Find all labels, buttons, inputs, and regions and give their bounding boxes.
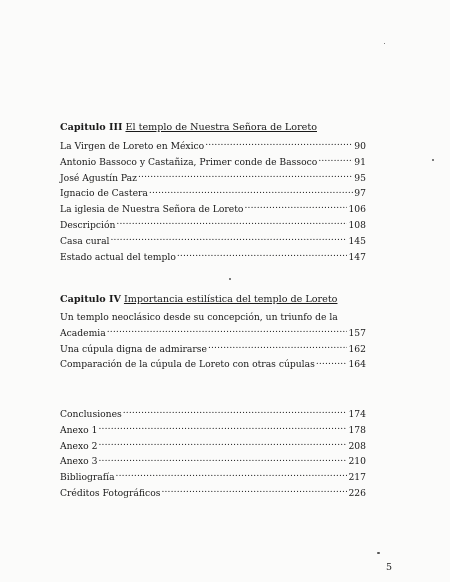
toc-entry-label: Antonio Bassoco y Castañiza, Primer conde de Bassoco	[60, 156, 318, 168]
toc-entry-page: 106	[348, 204, 366, 216]
toc-entry-label: José Agustín Paz	[60, 172, 137, 184]
dot-leader	[116, 218, 347, 228]
toc-entry-label: La Virgen de Loreto en México	[60, 141, 205, 152]
toc-entry-label: Casa cural	[60, 235, 110, 247]
toc-entry-page: 95	[354, 172, 366, 184]
toc-entry-label: Bibliografía	[60, 472, 115, 484]
dot-leader	[244, 202, 347, 212]
chapter-3-heading	[60, 121, 366, 135]
toc-entry	[60, 155, 366, 171]
scan-speck	[432, 159, 434, 161]
toc-entry	[60, 486, 366, 502]
chapter-4-entries	[60, 311, 366, 373]
toc-entry	[60, 234, 366, 250]
dot-leader	[111, 234, 348, 244]
dot-leader	[177, 250, 348, 260]
toc-entry-page: 164	[348, 359, 366, 371]
chapter-3-entries	[60, 139, 366, 265]
dot-leader	[116, 470, 348, 480]
scan-speck	[384, 43, 385, 44]
toc-entry	[60, 454, 366, 470]
toc-entry-page: 162	[348, 343, 366, 355]
toc-entry-page: 157	[348, 327, 366, 339]
scan-speck	[229, 278, 231, 280]
chapter-3-section	[60, 121, 366, 265]
toc-entry	[60, 342, 366, 358]
toc-entry-page: 174	[348, 409, 366, 420]
dot-leader	[98, 454, 347, 464]
dot-leader	[107, 326, 348, 336]
dot-leader	[208, 342, 348, 352]
toc-entry-page: 91	[354, 156, 366, 168]
dot-leader	[98, 423, 347, 433]
toc-entry-label: La iglesia de Nuestra Señora de Loreto	[60, 204, 244, 216]
toc-entry-page: 178	[348, 424, 366, 436]
toc-entry-label: Conclusiones	[60, 409, 122, 420]
toc-entry	[60, 186, 366, 202]
toc-entry	[60, 218, 366, 234]
dot-leader	[138, 171, 353, 181]
toc-entry	[60, 202, 366, 218]
dot-leader	[316, 357, 348, 367]
toc-entry-label: Una cúpula digna de admirarse	[60, 343, 207, 355]
dot-leader	[161, 486, 347, 496]
toc-entry	[60, 439, 366, 455]
dot-leader	[98, 439, 347, 449]
dot-leader	[205, 139, 353, 149]
toc-entry-page: 108	[348, 219, 366, 231]
toc-entry-label: Anexo 3	[60, 456, 98, 468]
toc-entry-page: 90	[354, 141, 366, 152]
toc-entry-page: 210	[348, 456, 366, 468]
chapter-4-heading	[60, 293, 366, 307]
toc-entry-page: 145	[348, 235, 366, 247]
toc-entry-label: Estado actual del templo	[60, 251, 176, 263]
toc-entry	[60, 250, 366, 266]
toc-entry-page: 217	[348, 472, 366, 484]
toc-entry-label: Descripción	[60, 219, 116, 231]
toc-entry	[60, 139, 366, 155]
chapter-3-title: El templo de Nuestra Señora de Loreto	[125, 122, 317, 133]
dot-leader	[318, 155, 353, 165]
toc-entry-first-line	[60, 311, 366, 326]
toc-entry-label: Créditos Fotográficos	[60, 487, 161, 499]
toc-entry	[60, 407, 366, 423]
toc-entry-page: 97	[354, 188, 366, 200]
toc-entry	[60, 423, 366, 439]
toc-entry-label: Anexo 1	[60, 424, 98, 436]
toc-entry	[60, 357, 366, 373]
back-matter-section	[60, 407, 366, 502]
toc-entry-label: Academia	[60, 327, 106, 339]
toc-entry	[60, 326, 366, 342]
toc-entry-page: 147	[348, 251, 366, 263]
dot-leader	[123, 407, 348, 417]
toc-entry-page: 208	[348, 440, 366, 452]
dot-leader	[149, 186, 353, 196]
toc-entry-page: 226	[348, 487, 366, 499]
chapter-4-section	[60, 293, 366, 373]
toc-entry-label: Comparación de la cúpula de Loreto con otras cúpulas	[60, 359, 315, 371]
toc-entry	[60, 171, 366, 187]
toc-entry-label: Anexo 2	[60, 440, 98, 452]
chapter-3-number: Capitulo III	[60, 122, 123, 133]
chapter-4-number: Capitulo IV	[60, 294, 121, 305]
toc-entry	[60, 470, 366, 486]
toc-entry-label: Un templo neoclásico desde su concepción, un triunfo de la	[60, 312, 338, 323]
scan-speck	[377, 552, 380, 554]
page-number: 5	[385, 562, 392, 573]
chapter-4-title: Importancia estilística del templo de Loreto	[123, 294, 338, 305]
toc-entry-label: Ignacio de Castera	[60, 188, 148, 200]
